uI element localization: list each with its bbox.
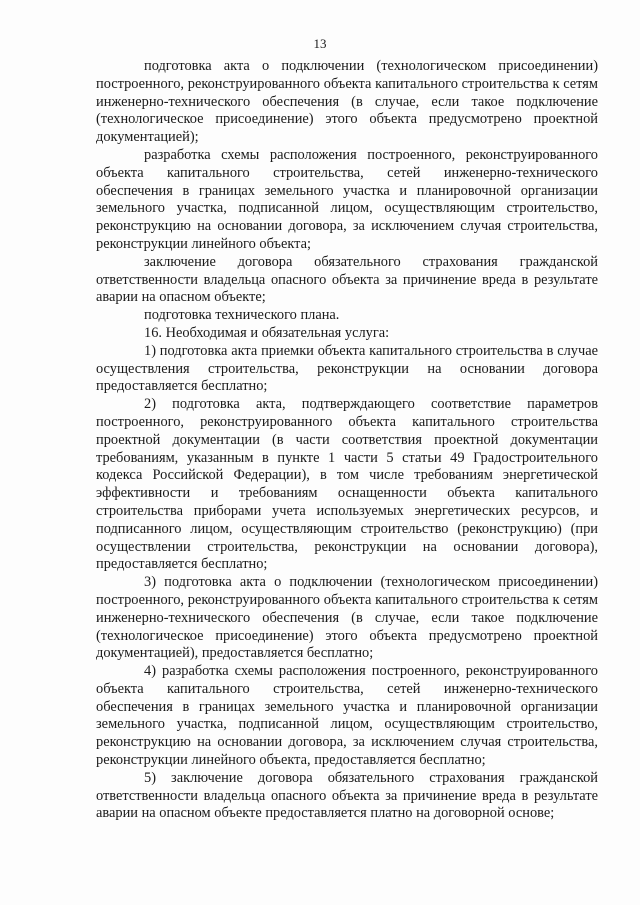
paragraph: подготовка акта о подключении (технологическом присоединении) построенного, реконструированного объекта капитального строительства к сетям инженерно-технического обеспечения (в случае, если такое подключение (технологическое присоединение) этого объекта предусмотрено проектной документацией); <box>96 58 598 146</box>
list-item: 3) подготовка акта о подключении (технологическом присоединении) построенного, реконструированного объекта капитального строительства к сетям инженерно-технического обеспечения (в случае, если такое подключение (технологическое присоединение) этого объекта предусмотрено проектной документацией), предоставляется бесплатно; <box>96 574 598 662</box>
list-item: 2) подготовка акта, подтверждающего соответствие параметров построенного, реконструированного объекта капитального строительства проектной документации (в части соответствия проектной документации требованиям, указанным в пункте 1 части 5 статьи 49 Градостроительного кодекса Российской Федерации), в том числе требованиям энергетической эффективности и требованиям оснащенности объекта капитального строительства приборами учета используемых энергетических ресурсов, и подписанного лицом, осуществляющим строительство (реконструкцию) (при осуществлении строительства, реконструкции на основании договора), предоставляется бесплатно; <box>96 396 598 573</box>
document-body <box>96 58 598 823</box>
section-heading: 16. Необходимая и обязательная услуга: <box>144 324 390 341</box>
list-item: 4) разработка схемы расположения построенного, реконструированного объекта капитального строительства, сетей инженерно-технического обеспечения в границах земельного участка и планировочной организации земельного участка, подписанной лицом, осуществляющим строительство, реконструкцию на основании договора, за исключением случая строительства, реконструкции линейного объекта, предоставляется бесплатно; <box>96 663 598 769</box>
list-item: 5) заключение договора обязательного страхования гражданской ответственности владельца опасного объекта за причинение вреда в результате аварии на опасном объекте предоставляется платно на договорной основе; <box>96 769 598 822</box>
list-item: 1) подготовка акта приемки объекта капитального строительства в случае осуществления строительства, реконструкции на основании договора предоставляется бесплатно; <box>96 342 598 395</box>
paragraph: подготовка технического плана. <box>144 307 340 324</box>
page-number: 13 <box>313 36 327 51</box>
paragraph: заключение договора обязательного страхования гражданской ответственности владельца опасного объекта за причинение вреда в результате аварии на опасном объекте; <box>96 253 598 306</box>
paragraph: разработка схемы расположения построенного, реконструированного объекта капитального строительства, сетей инженерно-технического обеспечения в границах земельного участка и планировочной организации земельного участка, подписанной лицом, осуществляющим строительство, реконструкцию на основании договора, за исключением случая строительства, реконструкции линейного объекта; <box>96 146 598 252</box>
